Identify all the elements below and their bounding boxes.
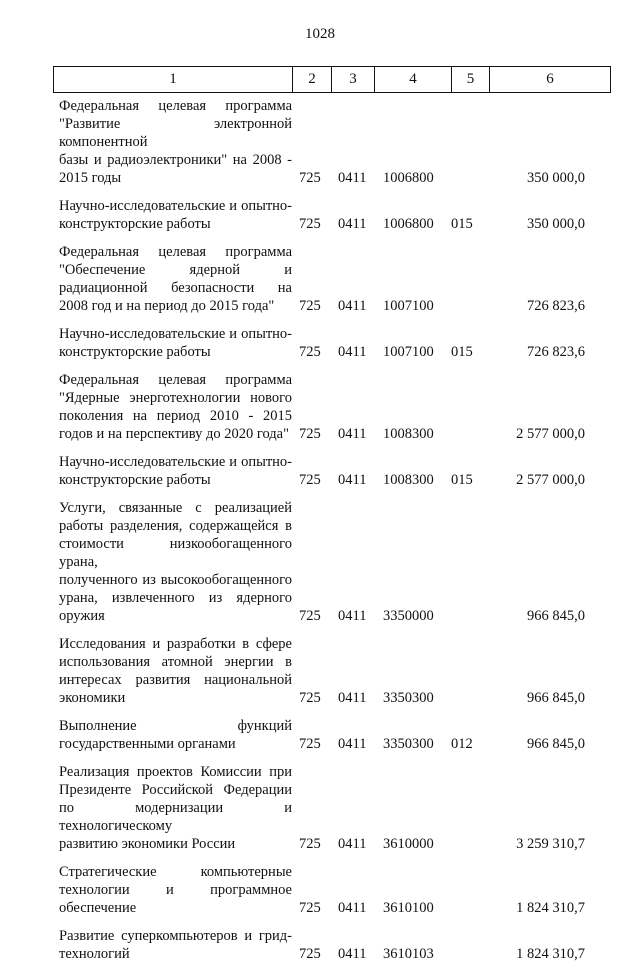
description-line: Федеральная целевая программа bbox=[59, 244, 292, 260]
ministry-code: 725 bbox=[299, 946, 321, 962]
target-article-code: 1008300 bbox=[383, 426, 434, 442]
table-row bbox=[53, 863, 610, 917]
description-line: оружия bbox=[59, 608, 105, 624]
description-line: Федеральная целевая программа bbox=[59, 372, 292, 388]
row-description bbox=[53, 499, 292, 625]
amount: 350 000,0 bbox=[527, 216, 585, 232]
target-article-code: 3610100 bbox=[383, 900, 434, 916]
description-line: "Ядерные энерготехнологии нового bbox=[59, 390, 292, 406]
description-line: Исследования и разработки в сфере bbox=[59, 636, 292, 652]
section-code: 0411 bbox=[338, 836, 367, 852]
description-line: Стратегические компьютерные bbox=[59, 864, 292, 880]
amount: 726 823,6 bbox=[527, 298, 585, 314]
ministry-code: 725 bbox=[299, 608, 321, 624]
row-description bbox=[53, 717, 292, 753]
table-row bbox=[53, 927, 610, 963]
ministry-code: 725 bbox=[299, 900, 321, 916]
description-line: полученного из высокообогащенного bbox=[59, 572, 292, 588]
expense-type-code: 015 bbox=[451, 344, 473, 360]
ministry-code: 725 bbox=[299, 472, 321, 488]
description-line: развитию экономики России bbox=[59, 836, 236, 852]
description-line: Президенте Российской Федерации bbox=[59, 782, 292, 798]
table-row bbox=[53, 97, 610, 187]
target-article-code: 1007100 bbox=[383, 344, 434, 360]
expense-type-code: 015 bbox=[451, 472, 473, 488]
row-description bbox=[53, 97, 292, 187]
table-row bbox=[53, 453, 610, 489]
amount: 2 577 000,0 bbox=[516, 472, 585, 488]
column-header-1: 1 bbox=[54, 67, 293, 93]
amount: 350 000,0 bbox=[527, 170, 585, 186]
ministry-code: 725 bbox=[299, 344, 321, 360]
description-line: поколения на период 2010 - 2015 bbox=[59, 408, 292, 424]
description-line: 2008 год и на период до 2015 года" bbox=[59, 298, 275, 314]
target-article-code: 1006800 bbox=[383, 216, 434, 232]
row-description bbox=[53, 863, 292, 917]
target-article-code: 3350300 bbox=[383, 736, 434, 752]
page-number: 1028 bbox=[305, 26, 335, 42]
description-line: "Развитие электронной компонентной bbox=[59, 116, 292, 150]
column-header-table bbox=[53, 66, 611, 93]
ministry-code: 725 bbox=[299, 298, 321, 314]
row-description bbox=[53, 243, 292, 315]
description-line: государственными органами bbox=[59, 736, 236, 752]
ministry-code: 725 bbox=[299, 836, 321, 852]
description-line: технологии и программное bbox=[59, 882, 292, 898]
description-line: по модернизации и технологическому bbox=[59, 800, 292, 834]
table-row bbox=[53, 763, 610, 853]
ministry-code: 725 bbox=[299, 736, 321, 752]
description-line: конструкторские работы bbox=[59, 472, 211, 488]
section-code: 0411 bbox=[338, 426, 367, 442]
table-row bbox=[53, 197, 610, 233]
table-row bbox=[53, 243, 610, 315]
description-line: конструкторские работы bbox=[59, 344, 211, 360]
section-code: 0411 bbox=[338, 946, 367, 962]
column-header-3: 3 bbox=[332, 67, 375, 93]
expense-type-code: 015 bbox=[451, 216, 473, 232]
amount: 3 259 310,7 bbox=[516, 836, 585, 852]
description-line: Развитие суперкомпьютеров и грид- bbox=[59, 928, 292, 944]
description-line: обеспечение bbox=[59, 900, 137, 916]
ministry-code: 725 bbox=[299, 216, 321, 232]
description-line: Услуги, связанные с реализацией bbox=[59, 500, 292, 516]
amount: 1 824 310,7 bbox=[516, 946, 585, 962]
description-line: Научно-исследовательские и опытно- bbox=[59, 198, 292, 214]
amount: 726 823,6 bbox=[527, 344, 585, 360]
amount: 2 577 000,0 bbox=[516, 426, 585, 442]
description-line: использования атомной энергии в bbox=[59, 654, 292, 670]
expense-type-code: 012 bbox=[451, 736, 473, 752]
column-header-row bbox=[54, 67, 611, 93]
row-description bbox=[53, 453, 292, 489]
description-line: радиационной безопасности на bbox=[59, 280, 292, 296]
ministry-code: 725 bbox=[299, 170, 321, 186]
row-description bbox=[53, 325, 292, 361]
description-line: годов и на перспективу до 2020 года" bbox=[59, 426, 290, 442]
amount: 1 824 310,7 bbox=[516, 900, 585, 916]
row-description bbox=[53, 635, 292, 707]
description-line: Федеральная целевая программа bbox=[59, 98, 292, 114]
table-row bbox=[53, 635, 610, 707]
section-code: 0411 bbox=[338, 900, 367, 916]
description-line: конструкторские работы bbox=[59, 216, 211, 232]
budget-rows bbox=[53, 97, 610, 963]
ministry-code: 725 bbox=[299, 426, 321, 442]
section-code: 0411 bbox=[338, 216, 367, 232]
description-line: Научно-исследовательские и опытно- bbox=[59, 326, 292, 342]
amount: 966 845,0 bbox=[527, 690, 585, 706]
target-article-code: 1008300 bbox=[383, 472, 434, 488]
description-line: работы разделения, содержащейся в bbox=[59, 518, 292, 534]
amount: 966 845,0 bbox=[527, 736, 585, 752]
amount: 966 845,0 bbox=[527, 608, 585, 624]
section-code: 0411 bbox=[338, 690, 367, 706]
column-header-6: 6 bbox=[490, 67, 611, 93]
description-line: базы и радиоэлектроники" на 2008 - bbox=[59, 152, 292, 168]
table-row bbox=[53, 325, 610, 361]
section-code: 0411 bbox=[338, 170, 367, 186]
row-description bbox=[53, 927, 292, 963]
description-line: "Обеспечение ядерной и bbox=[59, 262, 292, 278]
description-line: Научно-исследовательские и опытно- bbox=[59, 454, 292, 470]
table-row bbox=[53, 499, 610, 625]
section-code: 0411 bbox=[338, 472, 367, 488]
section-code: 0411 bbox=[338, 608, 367, 624]
column-header-4: 4 bbox=[375, 67, 452, 93]
row-description bbox=[53, 763, 292, 853]
column-header-2: 2 bbox=[293, 67, 332, 93]
target-article-code: 3610000 bbox=[383, 836, 434, 852]
description-line: урана, извлеченного из ядерного bbox=[59, 590, 292, 606]
column-header-5: 5 bbox=[452, 67, 490, 93]
table-row bbox=[53, 717, 610, 753]
ministry-code: 725 bbox=[299, 690, 321, 706]
description-line: экономики bbox=[59, 690, 126, 706]
target-article-code: 3610103 bbox=[383, 946, 434, 962]
section-code: 0411 bbox=[338, 736, 367, 752]
section-code: 0411 bbox=[338, 344, 367, 360]
description-line: интересах развития национальной bbox=[59, 672, 292, 688]
description-line: Реализация проектов Комиссии при bbox=[59, 764, 292, 780]
description-line: Выполнение функций bbox=[59, 718, 292, 734]
description-line: стоимости низкообогащенного урана, bbox=[59, 536, 292, 570]
description-line: технологий bbox=[59, 946, 130, 962]
row-description bbox=[53, 197, 292, 233]
description-line: 2015 годы bbox=[59, 170, 122, 186]
target-article-code: 1006800 bbox=[383, 170, 434, 186]
row-description bbox=[53, 371, 292, 443]
target-article-code: 3350300 bbox=[383, 690, 434, 706]
target-article-code: 3350000 bbox=[383, 608, 434, 624]
table-row bbox=[53, 371, 610, 443]
target-article-code: 1007100 bbox=[383, 298, 434, 314]
section-code: 0411 bbox=[338, 298, 367, 314]
